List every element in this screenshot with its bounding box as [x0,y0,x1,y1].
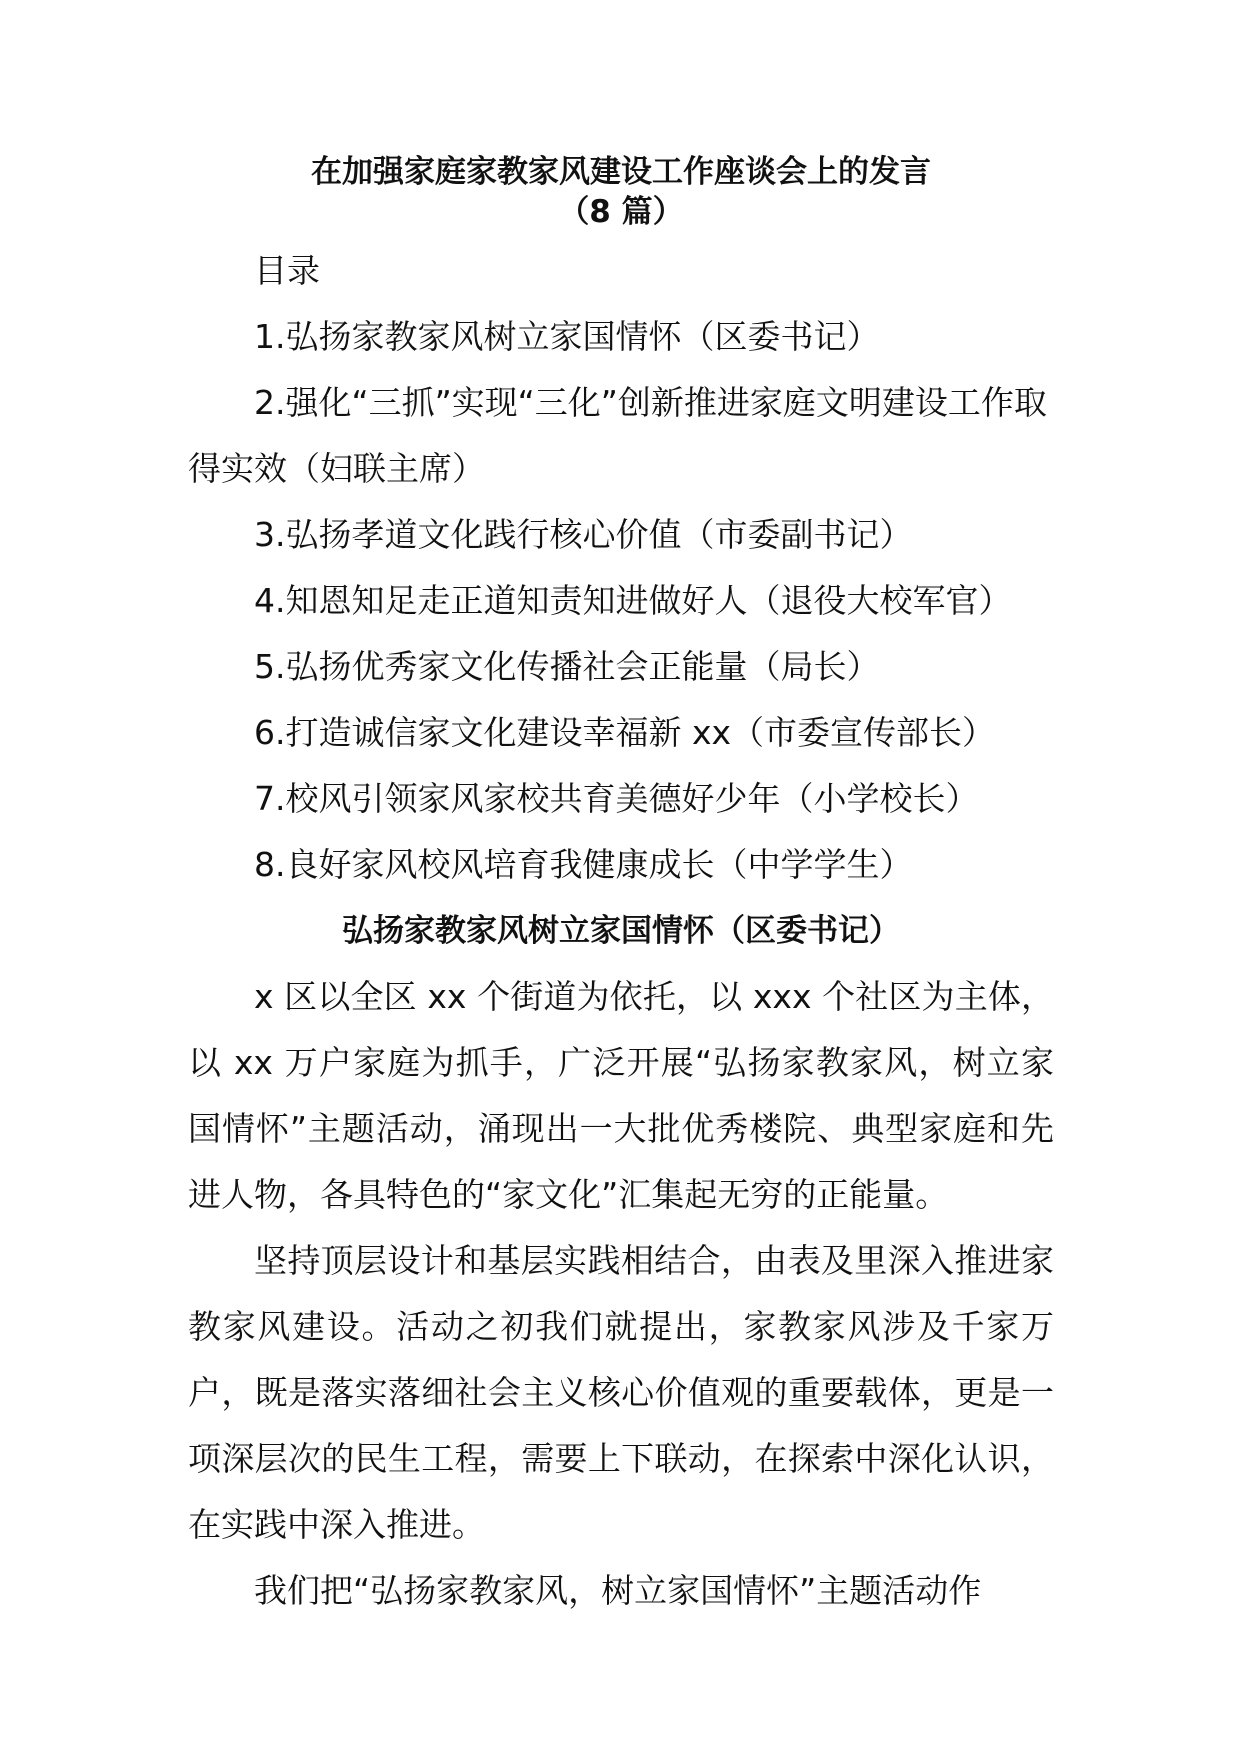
section-title: 弘扬家教家风树立家国情怀（区委书记） [342,913,900,949]
toc-item: 7.校风引领家风家校共育美德好少年（小学校长） [254,779,979,818]
document-title: 在加强家庭家教家风建设工作座谈会上的发言 [311,154,931,190]
body-paragraph: 我们把“弘扬家教家风，树立家国情怀”主题活动作 [254,1571,982,1610]
toc-item: 2.强化“三抓”实现“三化”创新推进家庭文明建设工作取得实效（妇联主席） [188,383,1047,488]
toc-item: 1.弘扬家教家风树立家国情怀（区委书记） [254,317,880,356]
toc-item: 4.知恩知足走正道知责知进做好人（退役大校军官） [254,581,1012,620]
body-paragraph: 坚持顶层设计和基层实践相结合，由表及里深入推进家教家风建设。活动之初我们就提出，家教家风涉及千家万户，既是落实落细社会主义核心价值观的重要载体，更是一项深层次的民生工程，需要上下联动，在探索中深化认识，在实践中深入推进。 [188,1241,1054,1544]
toc-item: 8.良好家风校风培育我健康成长（中学学生） [254,845,913,884]
body-paragraph: x 区以全区 xx 个街道为依托，以 xxx 个社区为主体，以 xx 万户家庭为抓手，广泛开展“弘扬家教家风，树立家国情怀”主题活动，涌现出一大批优秀楼院、典型家庭和先进人物，各具特色的“家文化”汇集起无穷的正能量。 [188,977,1054,1214]
toc-heading: 目录 [254,251,320,290]
toc-item: 6.打造诚信家文化建设幸福新 xx（市委宣传部长） [254,713,996,752]
toc-item: 5.弘扬优秀家文化传播社会正能量（局长） [254,647,880,686]
document-page [188,152,1054,1624]
document-subtitle: （8 篇） [558,194,684,230]
toc-item: 3.弘扬孝道文化践行核心价值（市委副书记） [254,515,913,554]
